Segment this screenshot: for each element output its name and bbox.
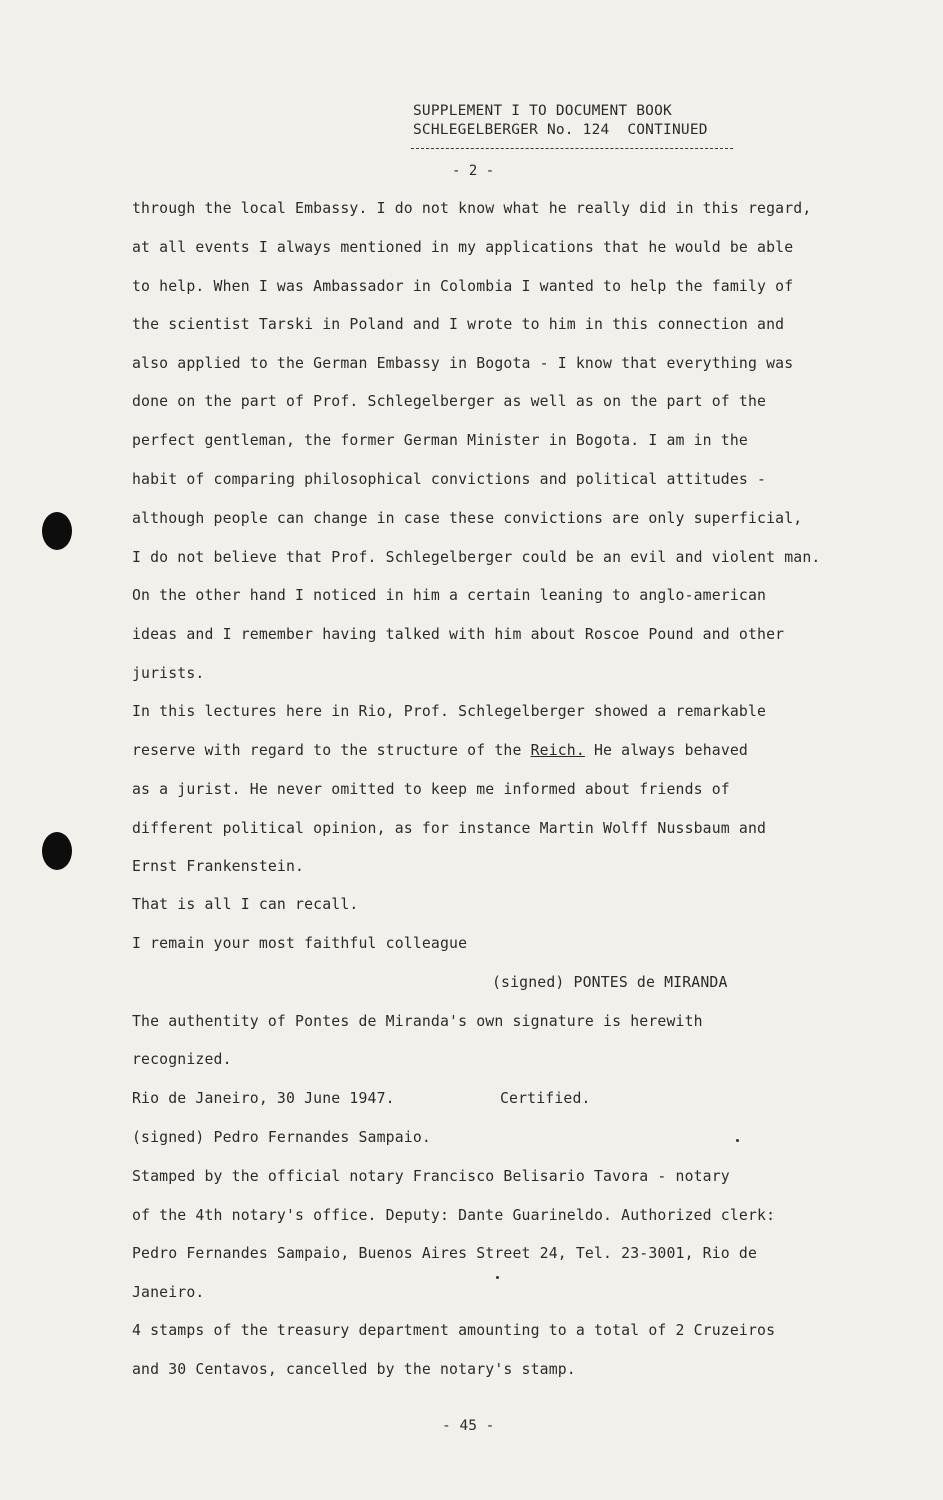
body-line: as a jurist. He never omitted to keep me informed about friends of xyxy=(132,781,730,798)
body-line: although people can change in case these convictions are only superficial, xyxy=(132,510,803,527)
body-line-rest: He always behaved xyxy=(584,742,748,759)
notary-line: and 30 Centavos, cancelled by the notary's stamp. xyxy=(132,1361,576,1378)
body-line: through the local Embassy. I do not know what he really did in this regard, xyxy=(132,200,812,217)
body-line: also applied to the German Embassy in Bogota - I know that everything was xyxy=(132,355,794,372)
body-line: ideas and I remember having talked with him about Roscoe Pound and other xyxy=(132,626,785,643)
punch-hole xyxy=(42,832,72,870)
body-line: at all events I always mentioned in my applications that he would be able xyxy=(132,239,794,256)
body-line-text: reserve with regard to the structure of the xyxy=(132,742,522,759)
underlined-word: Reich. xyxy=(530,742,585,759)
signature-line: (signed) PONTES de MIRANDA xyxy=(492,974,728,991)
header-line-2: SCHLEGELBERGER No. 124 CONTINUED xyxy=(413,122,708,138)
body-line-reich xyxy=(132,742,748,759)
body-line: I do not believe that Prof. Schlegelberger could be an evil and violent man. xyxy=(132,549,821,566)
authentication-line: The authentity of Pontes de Miranda's own signature is herewith xyxy=(132,1013,703,1030)
body-line: Ernst Frankenstein. xyxy=(132,858,305,875)
notary-line: 4 stamps of the treasury department amounting to a total of 2 Cruzeiros xyxy=(132,1322,776,1339)
certified-label: Certified. xyxy=(500,1090,591,1107)
body-line: habit of comparing philosophical convictions and political attitudes - xyxy=(132,471,767,488)
punch-hole xyxy=(42,512,72,550)
notary-line: Stamped by the official notary Francisco Belisario Tavora - notary xyxy=(132,1168,730,1185)
authentication-line: recognized. xyxy=(132,1051,232,1068)
body-line: the scientist Tarski in Poland and I wrote to him in this connection and xyxy=(132,316,785,333)
body-line: done on the part of Prof. Schlegelberger as well as on the part of the xyxy=(132,393,767,410)
body-line: In this lectures here in Rio, Prof. Schlegelberger showed a remarkable xyxy=(132,703,767,720)
header-rule xyxy=(411,148,733,149)
notary-line: of the 4th notary's office. Deputy: Dante Guarineldo. Authorized clerk: xyxy=(132,1207,776,1224)
place-date: Rio de Janeiro, 30 June 1947. xyxy=(132,1090,395,1107)
ink-speck xyxy=(496,1276,499,1279)
header-page-number: - 2 - xyxy=(452,163,495,179)
body-line: perfect gentleman, the former German Minister in Bogota. I am in the xyxy=(132,432,748,449)
ink-speck xyxy=(736,1139,739,1142)
body-line: to help. When I was Ambassador in Colombia I wanted to help the family of xyxy=(132,278,794,295)
header-line-1: SUPPLEMENT I TO DOCUMENT BOOK xyxy=(413,103,672,119)
notary-line: Pedro Fernandes Sampaio, Buenos Aires Street 24, Tel. 23-3001, Rio de xyxy=(132,1245,758,1262)
signed-by: (signed) Pedro Fernandes Sampaio. xyxy=(132,1129,431,1146)
document-header xyxy=(413,102,708,140)
notary-line: Janeiro. xyxy=(132,1284,205,1301)
body-line: That is all I can recall. xyxy=(132,896,359,913)
body-line: I remain your most faithful colleague xyxy=(132,935,468,952)
body-line: different political opinion, as for instance Martin Wolff Nussbaum and xyxy=(132,820,767,837)
body-line: On the other hand I noticed in him a certain leaning to anglo-american xyxy=(132,587,767,604)
body-line: jurists. xyxy=(132,665,205,682)
footer-page-number: - 45 - xyxy=(442,1418,495,1434)
